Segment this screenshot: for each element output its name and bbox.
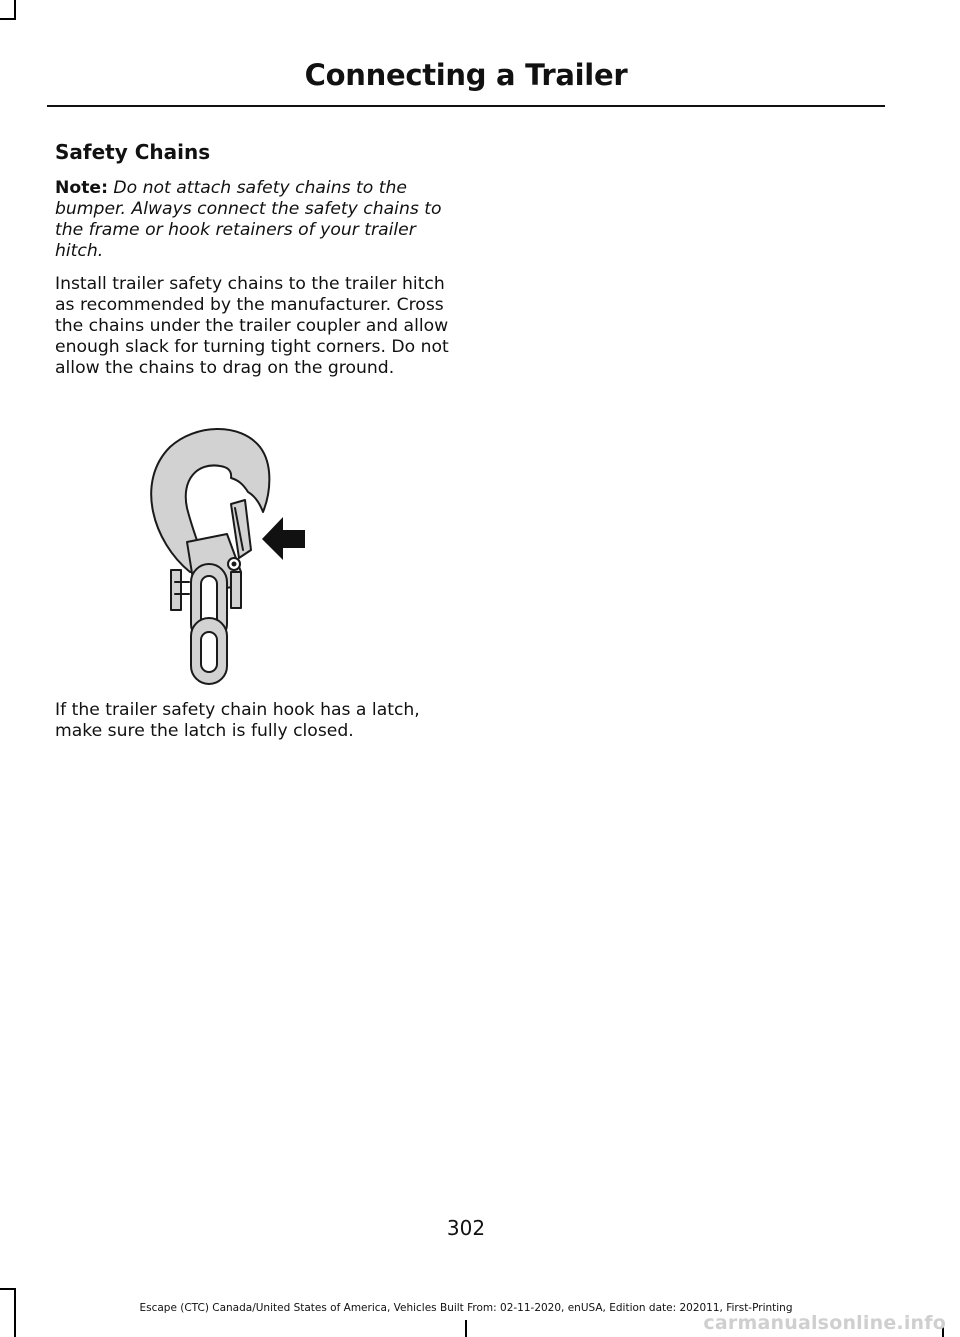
body-paragraph-2: If the trailer safety chain hook has a latch, make sure the latch is fully closed. [55, 700, 420, 741]
body-paragraph-1: Install trailer safety chains to the trailer hitch as recommended by the manufacturer. Cross the chains under the trailer coupler and allow enough slack for turning tight corners. Do not allow the chains to drag on the ground. [55, 274, 449, 378]
footer-edition-text: Escape (CTC) Canada/United States of America, Vehicles Built From: 02-11-2020, enUSA, Edition date: 202011, First-Printing [139, 1302, 793, 1314]
note-paragraph [55, 178, 450, 262]
crop-mark-top-left-h [0, 18, 16, 20]
crop-mark-bottom-left-h [0, 1288, 16, 1290]
crop-mark-top-left-v [14, 0, 16, 20]
crop-mark-bottom-center-v [465, 1320, 467, 1337]
page-header-title: Connecting a Trailer [304, 58, 628, 92]
header-divider [47, 105, 885, 107]
body-paragraph-2-container [55, 700, 455, 754]
safety-chain-hook-icon [135, 422, 310, 692]
safety-chain-hook-figure [135, 422, 310, 692]
main-content [55, 140, 450, 391]
watermark: carmanualsonline.info [703, 1312, 946, 1334]
page-number: 302 [446, 1216, 486, 1240]
note-label: Note: [55, 178, 108, 198]
note-text: Do not attach safety chains to the bumper. Always connect the safety chains to the frame or hook retainers of your trailer hitch. [55, 178, 442, 261]
section-title: Safety Chains [55, 140, 211, 164]
arrow-left-icon [262, 517, 305, 560]
